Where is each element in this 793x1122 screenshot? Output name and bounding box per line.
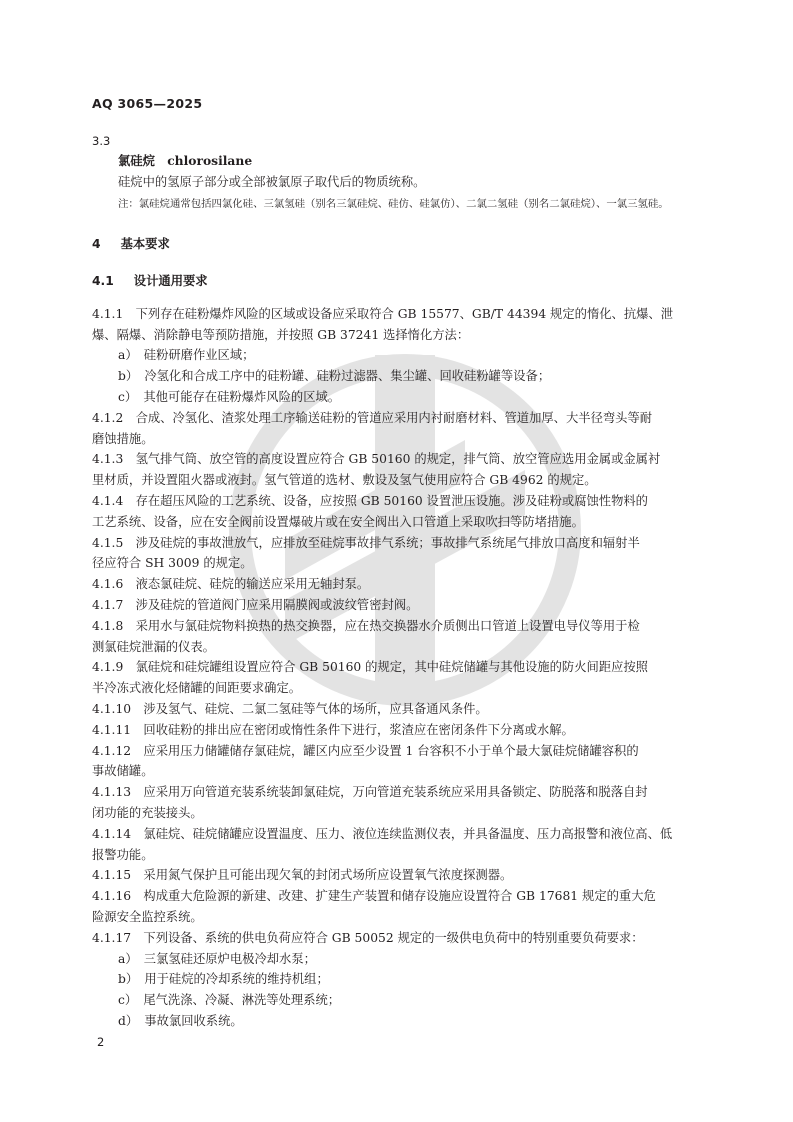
clause-4-1-15: 4.1.15 采用氮气保护且可能出现欠氧的封闭式场所应设置氧气浓度探测器。 bbox=[92, 868, 513, 882]
section-4-heading bbox=[92, 236, 170, 252]
clause-4-1-8-line2: 测氯硅烷泄漏的仪表。 bbox=[92, 640, 215, 654]
clause-4-1-8-line1: 4.1.8 采用水与氯硅烷物料换热的热交换器，应在热交换器水介质侧出口管道上设置电导仪等用于检 bbox=[92, 619, 640, 633]
clause-4-1-16-line1: 4.1.16 构成重大危险源的新建、改建、扩建生产装置和储存设施应设置符合 GB 17681 规定的重大危 bbox=[92, 889, 656, 903]
clause-4-1-5-line1: 4.1.5 涉及硅烷的事故泄放气，应排放至硅烷事故排气系统；事故排气系统尾气排放口高度和辐射半 bbox=[92, 536, 640, 550]
term-definition: 硅烷中的氢原子部分或全部被氯原子取代后的物质统称。 bbox=[118, 175, 426, 189]
section-number-3-3: 3.3 bbox=[92, 134, 111, 148]
list-item: c） 尾气洗涤、冷凝、淋洗等处理系统； bbox=[118, 993, 341, 1007]
clause-4-1-10: 4.1.10 涉及氢气、硅烷、二氯二氢硅等气体的场所，应具备通风条件。 bbox=[92, 702, 488, 716]
list-item: b） 用于硅烷的冷却系统的维持机组； bbox=[118, 972, 329, 986]
clause-4-1-11: 4.1.11 回收硅粉的排出应在密闭或惰性条件下进行，浆渣应在密闭条件下分离或水解。 bbox=[92, 723, 574, 737]
clause-4-1-14-line2: 报警功能。 bbox=[92, 848, 154, 862]
list-item: b） 冷氢化和合成工序中的硅粉罐、硅粉过滤器、集尘罐、回收硅粉罐等设备； bbox=[118, 369, 551, 383]
list-item: a） 三氯氢硅还原炉电极冷却水泵； bbox=[118, 952, 316, 966]
clause-4-1-12-line1: 4.1.12 应采用压力储罐储存氯硅烷，罐区内应至少设置 1 台容积不小于单个最大氯硅烷储罐容积的 bbox=[92, 744, 639, 758]
list-item: c） 其他可能存在硅粉爆炸风险的区域。 bbox=[118, 390, 341, 404]
section-4-1-heading bbox=[92, 273, 208, 289]
clause-4-1-7: 4.1.7 涉及硅烷的管道阀门应采用隔膜阀或波纹管密封阀。 bbox=[92, 598, 419, 612]
section-4-number: 4 bbox=[92, 237, 101, 251]
clause-4-1-4-line1: 4.1.4 存在超压风险的工艺系统、设备，应按照 GB 50160 设置泄压设施。涉及硅粉或腐蚀性物料的 bbox=[92, 494, 648, 508]
term-note: 注：氯硅烷通常包括四氯化硅、三氯氢硅（别名三氯硅烷、硅仿、硅氯仿）、二氯二氢硅（别名二氯硅烷）、一氯三氢硅。 bbox=[118, 198, 669, 210]
page-number: 2 bbox=[97, 1035, 105, 1049]
clause-4-1-12-line2: 事故储罐。 bbox=[92, 764, 154, 778]
clause-4-1-17: 4.1.17 下列设备、系统的供电负荷应符合 GB 50052 规定的一级供电负荷中的特别重要负荷要求： bbox=[92, 931, 644, 945]
clause-4-1-2-line1: 4.1.2 合成、冷氢化、渣浆处理工序输送硅粉的管道应采用内衬耐磨材料、管道加厚、大半径弯头等耐 bbox=[92, 411, 653, 425]
clause-4-1-4-line2: 工艺系统、设备，应在安全阀前设置爆破片或在安全阀出入口管道上采取吹扫等防堵措施。 bbox=[92, 515, 584, 529]
list-item: a） 硅粉研磨作业区域； bbox=[118, 348, 255, 362]
clause-4-1-2-line2: 磨蚀措施。 bbox=[92, 432, 154, 446]
clause-4-1-3-line1: 4.1.3 氢气排气筒、放空管的高度设置应符合 GB 50160 的规定，排气筒、放空管应选用金属或金属衬 bbox=[92, 452, 661, 466]
clause-4-1-14-line1: 4.1.14 氯硅烷、硅烷储罐应设置温度、压力、液位连续监测仪表，并具备温度、压力高报警和液位高、低 bbox=[92, 827, 673, 841]
section-4-1-number: 4.1 bbox=[92, 274, 114, 288]
clause-4-1-13-line1: 4.1.13 应采用万向管道充装系统装卸氯硅烷，万向管道充装系统应采用具备锁定、防脱落和脱落自封 bbox=[92, 785, 648, 799]
clause-4-1-1-line2: 爆、隔爆、消除静电等预防措施，并按照 GB 37241 选择惰化方法： bbox=[92, 328, 470, 342]
clause-4-1-3-line2: 里材质，并设置阻火器或液封。氢气管道的选材、敷设及氢气使用应符合 GB 4962 的规定。 bbox=[92, 473, 597, 487]
clause-4-1-16-line2: 险源安全监控系统。 bbox=[92, 910, 203, 924]
clause-4-1-9-line1: 4.1.9 氯硅烷和硅烷罐组设置应符合 GB 50160 的规定，其中硅烷储罐与其他设施的防火间距应按照 bbox=[92, 660, 648, 674]
document-code-header: AQ 3065—2025 bbox=[92, 96, 203, 111]
clause-4-1-5-line2: 径应符合 SH 3009 的规定。 bbox=[92, 556, 253, 570]
section-4-title: 基本要求 bbox=[120, 237, 170, 251]
clause-4-1-9-line2: 半冷冻式液化烃储罐的间距要求确定。 bbox=[92, 681, 302, 695]
clause-4-1-1-line1: 4.1.1 下列存在硅粉爆炸风险的区域或设备应采取符合 GB 15577、GB/T 44394 规定的惰化、抗爆、泄 bbox=[92, 307, 674, 321]
section-4-1-title: 设计通用要求 bbox=[133, 274, 208, 288]
term-heading: 氯硅烷 chlorosilane bbox=[118, 153, 253, 168]
clause-4-1-6: 4.1.6 液态氯硅烷、硅烷的输送应采用无轴封泵。 bbox=[92, 577, 370, 591]
list-item: d） 事故氯回收系统。 bbox=[118, 1014, 243, 1028]
clause-4-1-13-line2: 闭功能的充装接头。 bbox=[92, 806, 203, 820]
